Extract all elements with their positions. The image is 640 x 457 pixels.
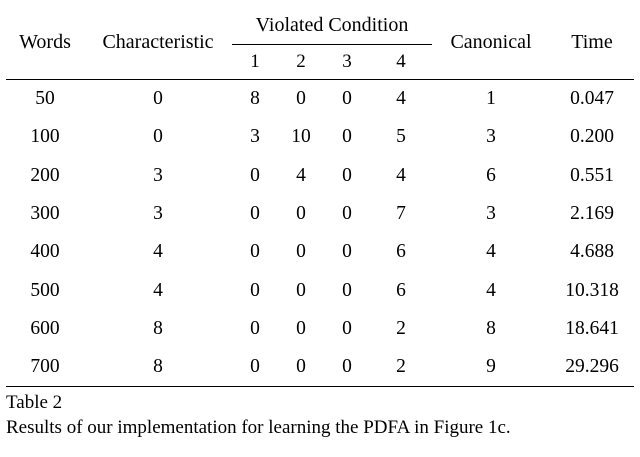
cell-canonical: 3 xyxy=(486,126,496,148)
table-row xyxy=(6,233,634,271)
cell-violated-2: 4 xyxy=(296,164,306,186)
cell-violated-1: 0 xyxy=(250,203,260,225)
cell-canonical: 9 xyxy=(432,348,550,387)
cell-violated-1: 0 xyxy=(250,241,260,263)
column-header-canonical: Canonical xyxy=(450,31,532,53)
cell-words: 400 xyxy=(30,241,60,263)
cell-violated-3: 0 xyxy=(324,348,370,387)
cell-violated-1: 3 xyxy=(250,126,260,148)
cell-canonical: 4 xyxy=(486,241,496,263)
caption-text: Results of our implementation for learning the PDFA in Figure 1c. xyxy=(6,416,511,438)
cell-canonical: 8 xyxy=(486,317,496,339)
column-subheader-1: 1 xyxy=(250,51,260,72)
cell-violated-4: 7 xyxy=(396,203,406,225)
table-row xyxy=(6,310,634,348)
cell-canonical: 6 xyxy=(486,164,496,186)
cell-violated-3: 0 xyxy=(342,241,352,263)
cell-violated-3: 0 xyxy=(342,317,352,339)
cell-violated-3: 0 xyxy=(342,164,352,186)
cell-characteristic: 8 xyxy=(84,348,232,387)
cell-violated-3: 0 xyxy=(342,126,352,148)
cell-canonical: 4 xyxy=(486,279,496,301)
table-caption xyxy=(6,391,634,440)
cell-time: 0.047 xyxy=(550,80,634,119)
cell-violated-2: 0 xyxy=(296,279,306,301)
cell-characteristic: 3 xyxy=(153,203,163,225)
table-row xyxy=(6,271,634,309)
cell-words: 200 xyxy=(30,164,60,186)
header-row xyxy=(6,6,634,45)
cell-words: 50 xyxy=(6,80,84,119)
cell-time: 0.551 xyxy=(570,164,614,186)
cell-violated-1: 0 xyxy=(250,279,260,301)
cell-canonical: 1 xyxy=(432,80,550,119)
cell-characteristic: 0 xyxy=(84,80,232,119)
cell-time: 0.200 xyxy=(570,126,614,148)
cell-violated-4: 4 xyxy=(396,164,406,186)
cell-violated-4: 5 xyxy=(396,126,406,148)
cell-words: 600 xyxy=(30,317,60,339)
cell-words: 500 xyxy=(30,279,60,301)
cell-words: 300 xyxy=(30,203,60,225)
table-row xyxy=(6,195,634,233)
cell-words: 100 xyxy=(30,126,60,148)
cell-canonical: 3 xyxy=(486,203,496,225)
cell-time: 29.296 xyxy=(550,348,634,387)
column-header-time: Time xyxy=(571,31,613,53)
table-row xyxy=(6,348,634,387)
cell-violated-4: 6 xyxy=(396,279,406,301)
cell-words: 700 xyxy=(6,348,84,387)
cell-time: 18.641 xyxy=(565,317,619,339)
column-header-characteristic: Characteristic xyxy=(102,31,214,53)
cell-time: 4.688 xyxy=(570,241,614,263)
cell-violated-3: 0 xyxy=(324,80,370,119)
results-table xyxy=(6,6,634,387)
cell-violated-1: 8 xyxy=(232,80,278,119)
column-header-violated-condition: Violated Condition xyxy=(232,6,432,45)
cell-characteristic: 0 xyxy=(153,126,163,148)
table-row xyxy=(6,80,634,119)
cell-characteristic: 4 xyxy=(153,241,163,263)
cell-violated-1: 0 xyxy=(250,164,260,186)
cell-violated-3: 0 xyxy=(342,279,352,301)
table-head xyxy=(6,6,634,80)
cell-violated-3: 0 xyxy=(342,203,352,225)
cell-characteristic: 3 xyxy=(153,164,163,186)
cell-violated-2: 0 xyxy=(278,348,324,387)
cell-violated-2: 10 xyxy=(291,126,311,148)
cell-time: 10.318 xyxy=(565,279,619,301)
cell-time: 2.169 xyxy=(570,203,614,225)
cell-characteristic: 4 xyxy=(153,279,163,301)
cell-violated-1: 0 xyxy=(232,348,278,387)
cell-violated-2: 0 xyxy=(278,80,324,119)
column-header-words: Words xyxy=(19,31,71,53)
caption-label: Table 2 xyxy=(6,392,63,414)
column-subheader-2: 2 xyxy=(296,51,306,72)
cell-violated-2: 0 xyxy=(296,203,306,225)
column-subheader-4: 4 xyxy=(396,51,406,72)
cell-characteristic: 8 xyxy=(153,317,163,339)
table-row xyxy=(6,118,634,156)
column-subheader-3: 3 xyxy=(342,51,352,72)
cell-violated-4: 6 xyxy=(396,241,406,263)
cell-violated-2: 0 xyxy=(296,241,306,263)
table-row xyxy=(6,157,634,195)
table-body xyxy=(6,80,634,387)
cell-violated-2: 0 xyxy=(296,317,306,339)
cell-violated-4: 4 xyxy=(370,80,432,119)
cell-violated-4: 2 xyxy=(370,348,432,387)
cell-violated-4: 2 xyxy=(396,317,406,339)
cell-violated-1: 0 xyxy=(250,317,260,339)
